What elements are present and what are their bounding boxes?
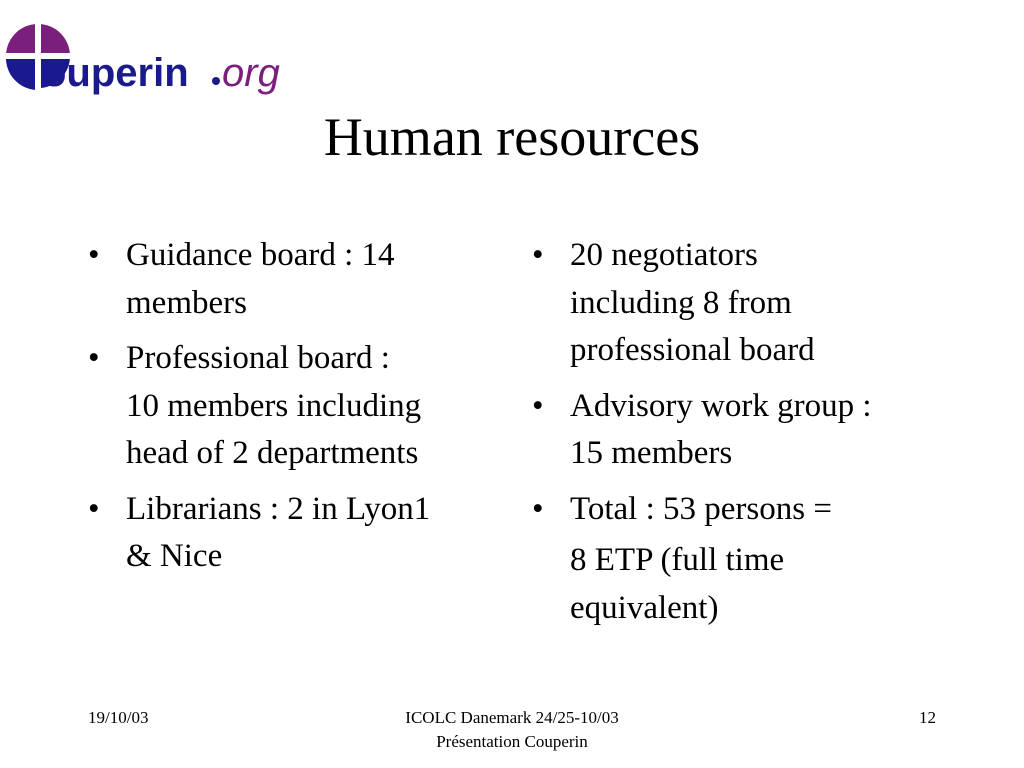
bullet-line: 20 negotiators bbox=[570, 237, 758, 273]
couperin-logo bbox=[4, 18, 314, 98]
bullet-icon: • bbox=[532, 237, 544, 273]
footer-event: ICOLC Danemark 24/25-10/03 bbox=[405, 708, 619, 727]
list-item-continuation bbox=[528, 537, 968, 632]
couperin-logo-graphic bbox=[4, 18, 314, 98]
footer-center bbox=[0, 706, 1024, 754]
logo-main-text: ouperin bbox=[42, 51, 189, 95]
list-item bbox=[528, 486, 968, 534]
bullet-line: & Nice bbox=[126, 538, 223, 574]
bullet-line: Advisory work group : bbox=[570, 387, 872, 424]
logo-suffix-text: org bbox=[222, 51, 280, 95]
bullet-line: professional board bbox=[570, 332, 815, 368]
bullet-line: Total : 53 persons = bbox=[570, 490, 832, 527]
bullet-line: including 8 from bbox=[570, 284, 792, 321]
bullet-icon: • bbox=[88, 490, 100, 527]
left-column bbox=[84, 232, 504, 589]
logo-dot-icon bbox=[212, 77, 220, 85]
bullet-line: 8 ETP (full time bbox=[570, 542, 785, 578]
footer-date: 19/10/03 bbox=[88, 708, 149, 727]
left-bullet-list bbox=[84, 232, 504, 581]
bullet-icon: • bbox=[532, 490, 544, 527]
footer-presentation: Présentation Couperin bbox=[436, 732, 588, 751]
right-bullet-list bbox=[528, 232, 968, 632]
bullet-line: members bbox=[126, 284, 247, 321]
bullet-line: equivalent) bbox=[570, 589, 719, 626]
slide-title: Human resources bbox=[323, 107, 701, 167]
bullet-icon: • bbox=[88, 340, 100, 376]
bullet-line: head of 2 departments bbox=[126, 435, 419, 471]
footer-page-number: 12 bbox=[919, 708, 936, 727]
bullet-icon: • bbox=[88, 237, 100, 273]
right-column bbox=[528, 232, 968, 640]
list-item bbox=[84, 232, 504, 327]
list-item bbox=[528, 383, 968, 478]
list-item bbox=[84, 335, 504, 478]
list-item bbox=[528, 232, 968, 375]
bullet-line: Librarians : 2 in Lyon1 bbox=[126, 490, 431, 527]
bullet-line: 15 members bbox=[570, 435, 733, 471]
list-item bbox=[84, 486, 504, 581]
bullet-line: Guidance board : 14 bbox=[126, 237, 395, 273]
bullet-line: 10 members including bbox=[126, 387, 422, 424]
bullet-icon: • bbox=[532, 387, 544, 424]
bullet-line: Professional board : bbox=[126, 340, 390, 376]
